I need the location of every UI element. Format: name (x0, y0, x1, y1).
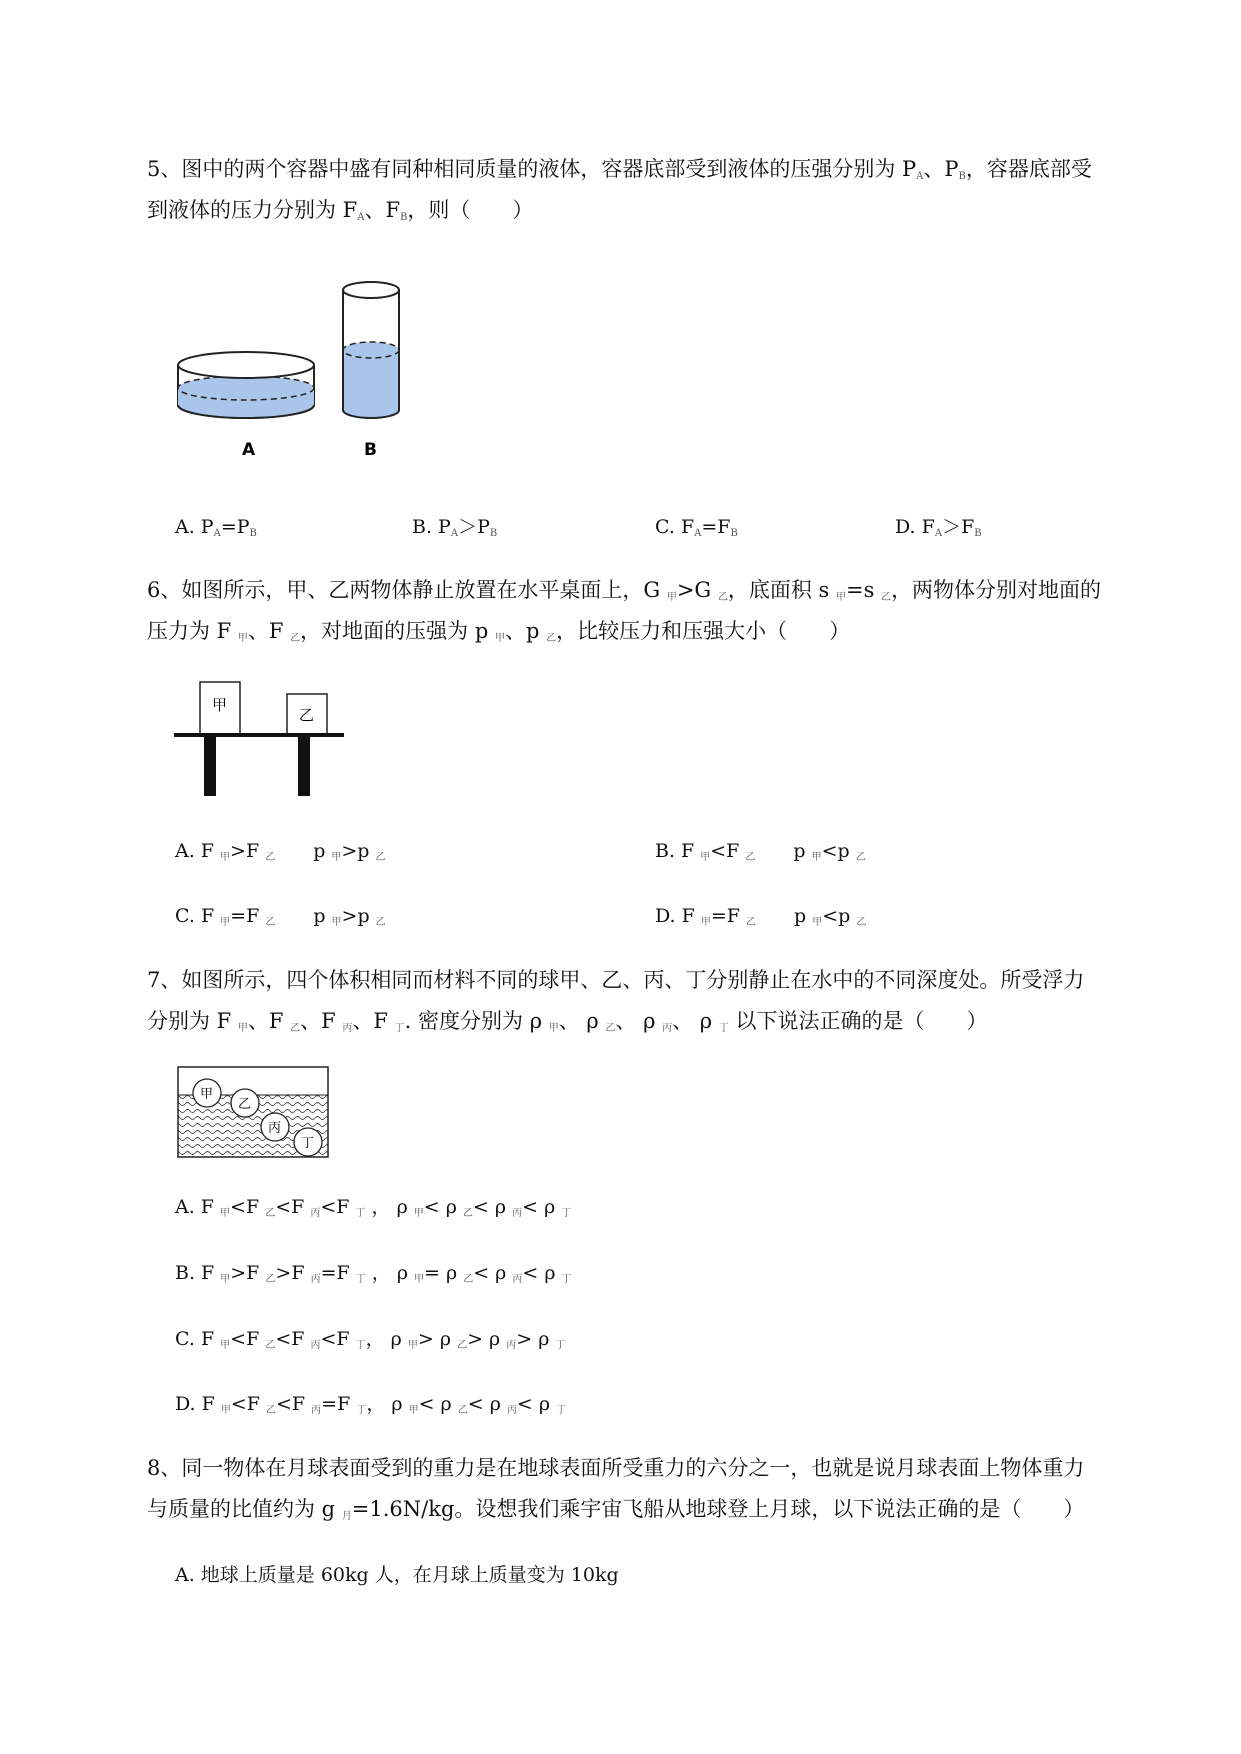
text-run: p (756, 905, 813, 927)
text-run: 、 ρ (558, 1009, 606, 1033)
text-run: B. F (655, 840, 701, 862)
subscript: 乙 (375, 852, 386, 863)
subscript: 丁 (355, 1208, 366, 1219)
text-run: <F (230, 1328, 266, 1350)
subscript: 乙 (746, 917, 757, 928)
q6-option-c (175, 903, 386, 936)
subscript: 月 (341, 1511, 352, 1522)
label-yi: 乙 (299, 706, 315, 724)
text-run: <F (710, 840, 746, 862)
subscript: 甲 (237, 1023, 248, 1034)
ball-yi-label: 乙 (238, 1097, 252, 1112)
subscript: 甲 (220, 1405, 231, 1416)
text-run: ＞P (458, 516, 490, 538)
subscript: 丁 (561, 1208, 572, 1219)
subscript: A (450, 528, 459, 539)
text-run: 、 ρ (672, 1009, 719, 1033)
text-run: 8、同一物体在月球表面受到的重力是在地球表面所受重力的六分之一，也就是说月球表面上物体重力 (147, 1456, 1085, 1480)
text-run: <F (230, 1196, 266, 1218)
subscript: 丙 (310, 1340, 321, 1351)
q6-stem-line-1 (147, 575, 1101, 613)
text-run: >p (341, 840, 376, 862)
subscript: 甲 (700, 917, 711, 928)
subscript: 乙 (856, 917, 867, 928)
text-run: D. F (175, 1393, 221, 1415)
subscript: 甲 (220, 917, 231, 928)
q8-option-a (175, 1562, 619, 1588)
text-run: ， ρ (365, 1328, 408, 1350)
subscript: 乙 (745, 852, 756, 863)
q6-option-b (655, 838, 866, 871)
subscript: 丙 (662, 1023, 673, 1034)
subscript: 乙 (881, 592, 892, 603)
subscript: 甲 (812, 917, 823, 928)
text-run: ＞F (942, 516, 975, 538)
subscript: 丙 (310, 1208, 321, 1219)
q5-option-b (412, 514, 497, 547)
table-leg-right (298, 736, 310, 796)
text-run: C. F (655, 516, 695, 538)
text-run: =1.6N/kg。设想我们乘宇宙飞船从地球登上月球，以下说法正确的是（ ） (351, 1497, 1085, 1521)
subscript: 乙 (457, 1340, 468, 1351)
subscript: 乙 (855, 852, 866, 863)
text-run: <F (320, 1196, 356, 1218)
text-run: ，两物体分别对地面的 (891, 578, 1102, 602)
subscript: A (213, 528, 221, 539)
q5-option-a (175, 514, 257, 547)
subscript: 甲 (494, 633, 505, 644)
subscript: 乙 (457, 1405, 468, 1416)
text-run: 、P (923, 157, 959, 181)
text-run: < ρ (522, 1262, 562, 1284)
subscript: 乙 (265, 1274, 276, 1285)
subscript: 甲 (331, 852, 342, 863)
text-run: =F (701, 516, 731, 538)
q5-stem-line-1 (147, 154, 1092, 192)
text-run: A. 地球上质量是 60kg 人，在月球上质量变为 10kg (175, 1564, 619, 1586)
text-run: A. F (175, 1196, 221, 1218)
text-run: <p (821, 840, 856, 862)
subscript: 甲 (407, 1340, 418, 1351)
text-run: A. F (175, 840, 221, 862)
text-run: ，则（ ） (407, 198, 534, 222)
text-run: < ρ (418, 1393, 458, 1415)
label-container-a: A (242, 440, 256, 460)
text-run: >G (676, 578, 718, 602)
subscript: 丙 (506, 1340, 517, 1351)
text-run: C. F (175, 905, 221, 927)
text-run: 与质量的比值约为 g (147, 1497, 342, 1521)
subscript: 乙 (265, 1208, 276, 1219)
subscript: B (489, 528, 498, 539)
table-top (174, 733, 344, 737)
text-run: 分别为 F (147, 1009, 238, 1033)
subscript: B (974, 528, 982, 539)
subscript: 乙 (265, 852, 276, 863)
subscript: 乙 (463, 1274, 474, 1285)
q8-stem-line-2 (147, 1494, 1084, 1532)
text-run: ， ρ (366, 1393, 409, 1415)
subscript: 乙 (265, 1340, 276, 1351)
subscript: 甲 (666, 592, 677, 603)
subscript: 乙 (266, 1405, 277, 1416)
text-run: 压力为 F (147, 619, 238, 643)
subscript: B (730, 528, 738, 539)
q5-option-c (655, 514, 738, 547)
text-run: =F (710, 905, 747, 927)
text-run: =F (321, 1393, 357, 1415)
subscript: 丁 (556, 1405, 567, 1416)
subscript: 甲 (700, 852, 711, 863)
q7-stem-line-1 (147, 965, 1084, 995)
text-run: p (755, 840, 812, 862)
text-run: < ρ (467, 1393, 507, 1415)
subscript: A (357, 212, 365, 223)
text-run: < ρ (522, 1196, 562, 1218)
container-b (343, 282, 399, 418)
text-run: D. F (895, 516, 935, 538)
text-run: > ρ (467, 1328, 507, 1350)
text-run: <F (275, 1328, 311, 1350)
q5-containers-figure (170, 275, 410, 470)
text-run: B. F (175, 1262, 221, 1284)
q7-option-b (175, 1260, 572, 1293)
text-run: 、F (364, 198, 401, 222)
subscript: 甲 (836, 592, 846, 603)
text-run: 、F (247, 1009, 291, 1033)
text-run: < ρ (516, 1393, 557, 1415)
text-run: ，对地面的压强为 p (300, 619, 495, 643)
q6-option-a (175, 838, 386, 871)
text-run: ， ρ (365, 1196, 414, 1218)
text-run: <F (276, 1393, 312, 1415)
subscript: 丁 (356, 1405, 367, 1416)
q6-option-d (655, 903, 866, 936)
text-run: ，底面积 s (727, 578, 836, 602)
text-run: . 密度分别为 ρ (404, 1009, 549, 1033)
q5-option-d (895, 514, 982, 547)
text-run: A. P (175, 516, 214, 538)
text-run: < ρ (473, 1262, 513, 1284)
q5-stem-line-2 (147, 195, 533, 233)
subscript: 丁 (718, 1023, 729, 1034)
subscript: 甲 (237, 633, 248, 644)
q7-water-tank-figure (175, 1065, 333, 1161)
subscript: 丙 (310, 1274, 321, 1285)
text-run: =F (230, 905, 266, 927)
subscript: 甲 (811, 852, 822, 863)
q8-stem-line-1 (147, 1453, 1084, 1483)
subscript: 乙 (717, 592, 728, 603)
text-run: D. F (655, 905, 701, 927)
text-run: 到液体的压力分别为 F (147, 198, 358, 222)
subscript: B (400, 212, 408, 223)
subscript: 乙 (375, 917, 386, 928)
label-jia: 甲 (212, 696, 228, 714)
text-run: ，容器底部受 (965, 157, 1092, 181)
text-run: B. P (412, 516, 451, 538)
text-run: 5、图中的两个容器中盛有同种相同质量的液体，容器底部受到液体的压强分别为 P (147, 157, 917, 181)
subscript: 甲 (220, 1208, 231, 1219)
subscript: A (916, 171, 924, 182)
text-run: =P (220, 516, 250, 538)
text-run: C. F (175, 1328, 221, 1350)
subscript: 丙 (311, 1405, 322, 1416)
text-run: =F (320, 1262, 356, 1284)
subscript: 乙 (462, 1208, 473, 1219)
q7-option-c (175, 1326, 565, 1359)
subscript: 丁 (555, 1340, 566, 1351)
text-run: <F (320, 1328, 356, 1350)
text-run: ， ρ (365, 1262, 415, 1284)
text-run: 、p (504, 619, 547, 643)
text-run: ，比较压力和压强大小（ ） (556, 619, 851, 643)
text-run: p (275, 905, 332, 927)
subscript: 丙 (512, 1274, 523, 1285)
text-run: 、F (352, 1009, 395, 1033)
text-run: 6、如图所示，甲、乙两物体静止放置在水平桌面上，G (147, 578, 667, 602)
subscript: 丙 (506, 1405, 517, 1416)
q7-stem-line-2 (147, 1006, 988, 1044)
label-container-b: B (364, 440, 377, 460)
text-run: p (275, 840, 332, 862)
subscript: A (694, 528, 702, 539)
subscript: 丁 (394, 1023, 405, 1034)
subscript: 丁 (561, 1274, 572, 1285)
text-run: >F (230, 840, 266, 862)
subscript: 乙 (546, 633, 557, 644)
text-run: > ρ (417, 1328, 458, 1350)
text-run: >F (275, 1262, 311, 1284)
q7-option-d (175, 1391, 566, 1424)
subscript: 乙 (265, 917, 276, 928)
text-run: 、F (247, 619, 291, 643)
subscript: 甲 (548, 1023, 559, 1034)
q6-table-figure (172, 678, 352, 800)
text-run: = ρ (424, 1262, 464, 1284)
text-run: 、 ρ (615, 1009, 663, 1033)
ball-jia-label: 甲 (200, 1087, 214, 1102)
text-run: 、F (300, 1009, 343, 1033)
subscript: 丁 (355, 1274, 366, 1285)
text-run: 以下说法正确的是（ ） (728, 1009, 988, 1033)
subscript: 乙 (605, 1023, 616, 1034)
text-run: >F (230, 1262, 266, 1284)
table-leg-left (204, 736, 216, 796)
text-run: <F (275, 1196, 311, 1218)
subscript: 甲 (220, 852, 231, 863)
subscript: 乙 (290, 1023, 301, 1034)
text-run: < ρ (423, 1196, 463, 1218)
subscript: 甲 (220, 1274, 231, 1285)
text-run: > ρ (516, 1328, 556, 1350)
subscript: 丙 (512, 1208, 523, 1219)
text-run: =s (846, 578, 882, 602)
subscript: A (934, 528, 943, 539)
text-run: >p (341, 905, 376, 927)
subscript: B (249, 528, 257, 539)
subscript: 甲 (331, 917, 342, 928)
ball-bing-label: 丙 (268, 1121, 282, 1136)
subscript: B (958, 171, 966, 182)
subscript: 丁 (355, 1340, 366, 1351)
text-run: <p (822, 905, 857, 927)
subscript: 甲 (414, 1274, 425, 1285)
subscript: 丙 (342, 1023, 353, 1034)
text-run: < ρ (472, 1196, 513, 1218)
q6-stem-line-2 (147, 616, 850, 654)
q7-option-a (175, 1194, 571, 1227)
subscript: 乙 (290, 633, 301, 644)
subscript: 甲 (413, 1208, 424, 1219)
container-a (178, 352, 314, 418)
subscript: 甲 (220, 1340, 231, 1351)
ball-ding-label: 丁 (301, 1136, 315, 1151)
text-run: <F (230, 1393, 267, 1415)
subscript: 甲 (408, 1405, 419, 1416)
text-run: 7、如图所示，四个体积相同而材料不同的球甲、乙、丙、丁分别静止在水中的不同深度处。所受浮力 (147, 968, 1085, 992)
